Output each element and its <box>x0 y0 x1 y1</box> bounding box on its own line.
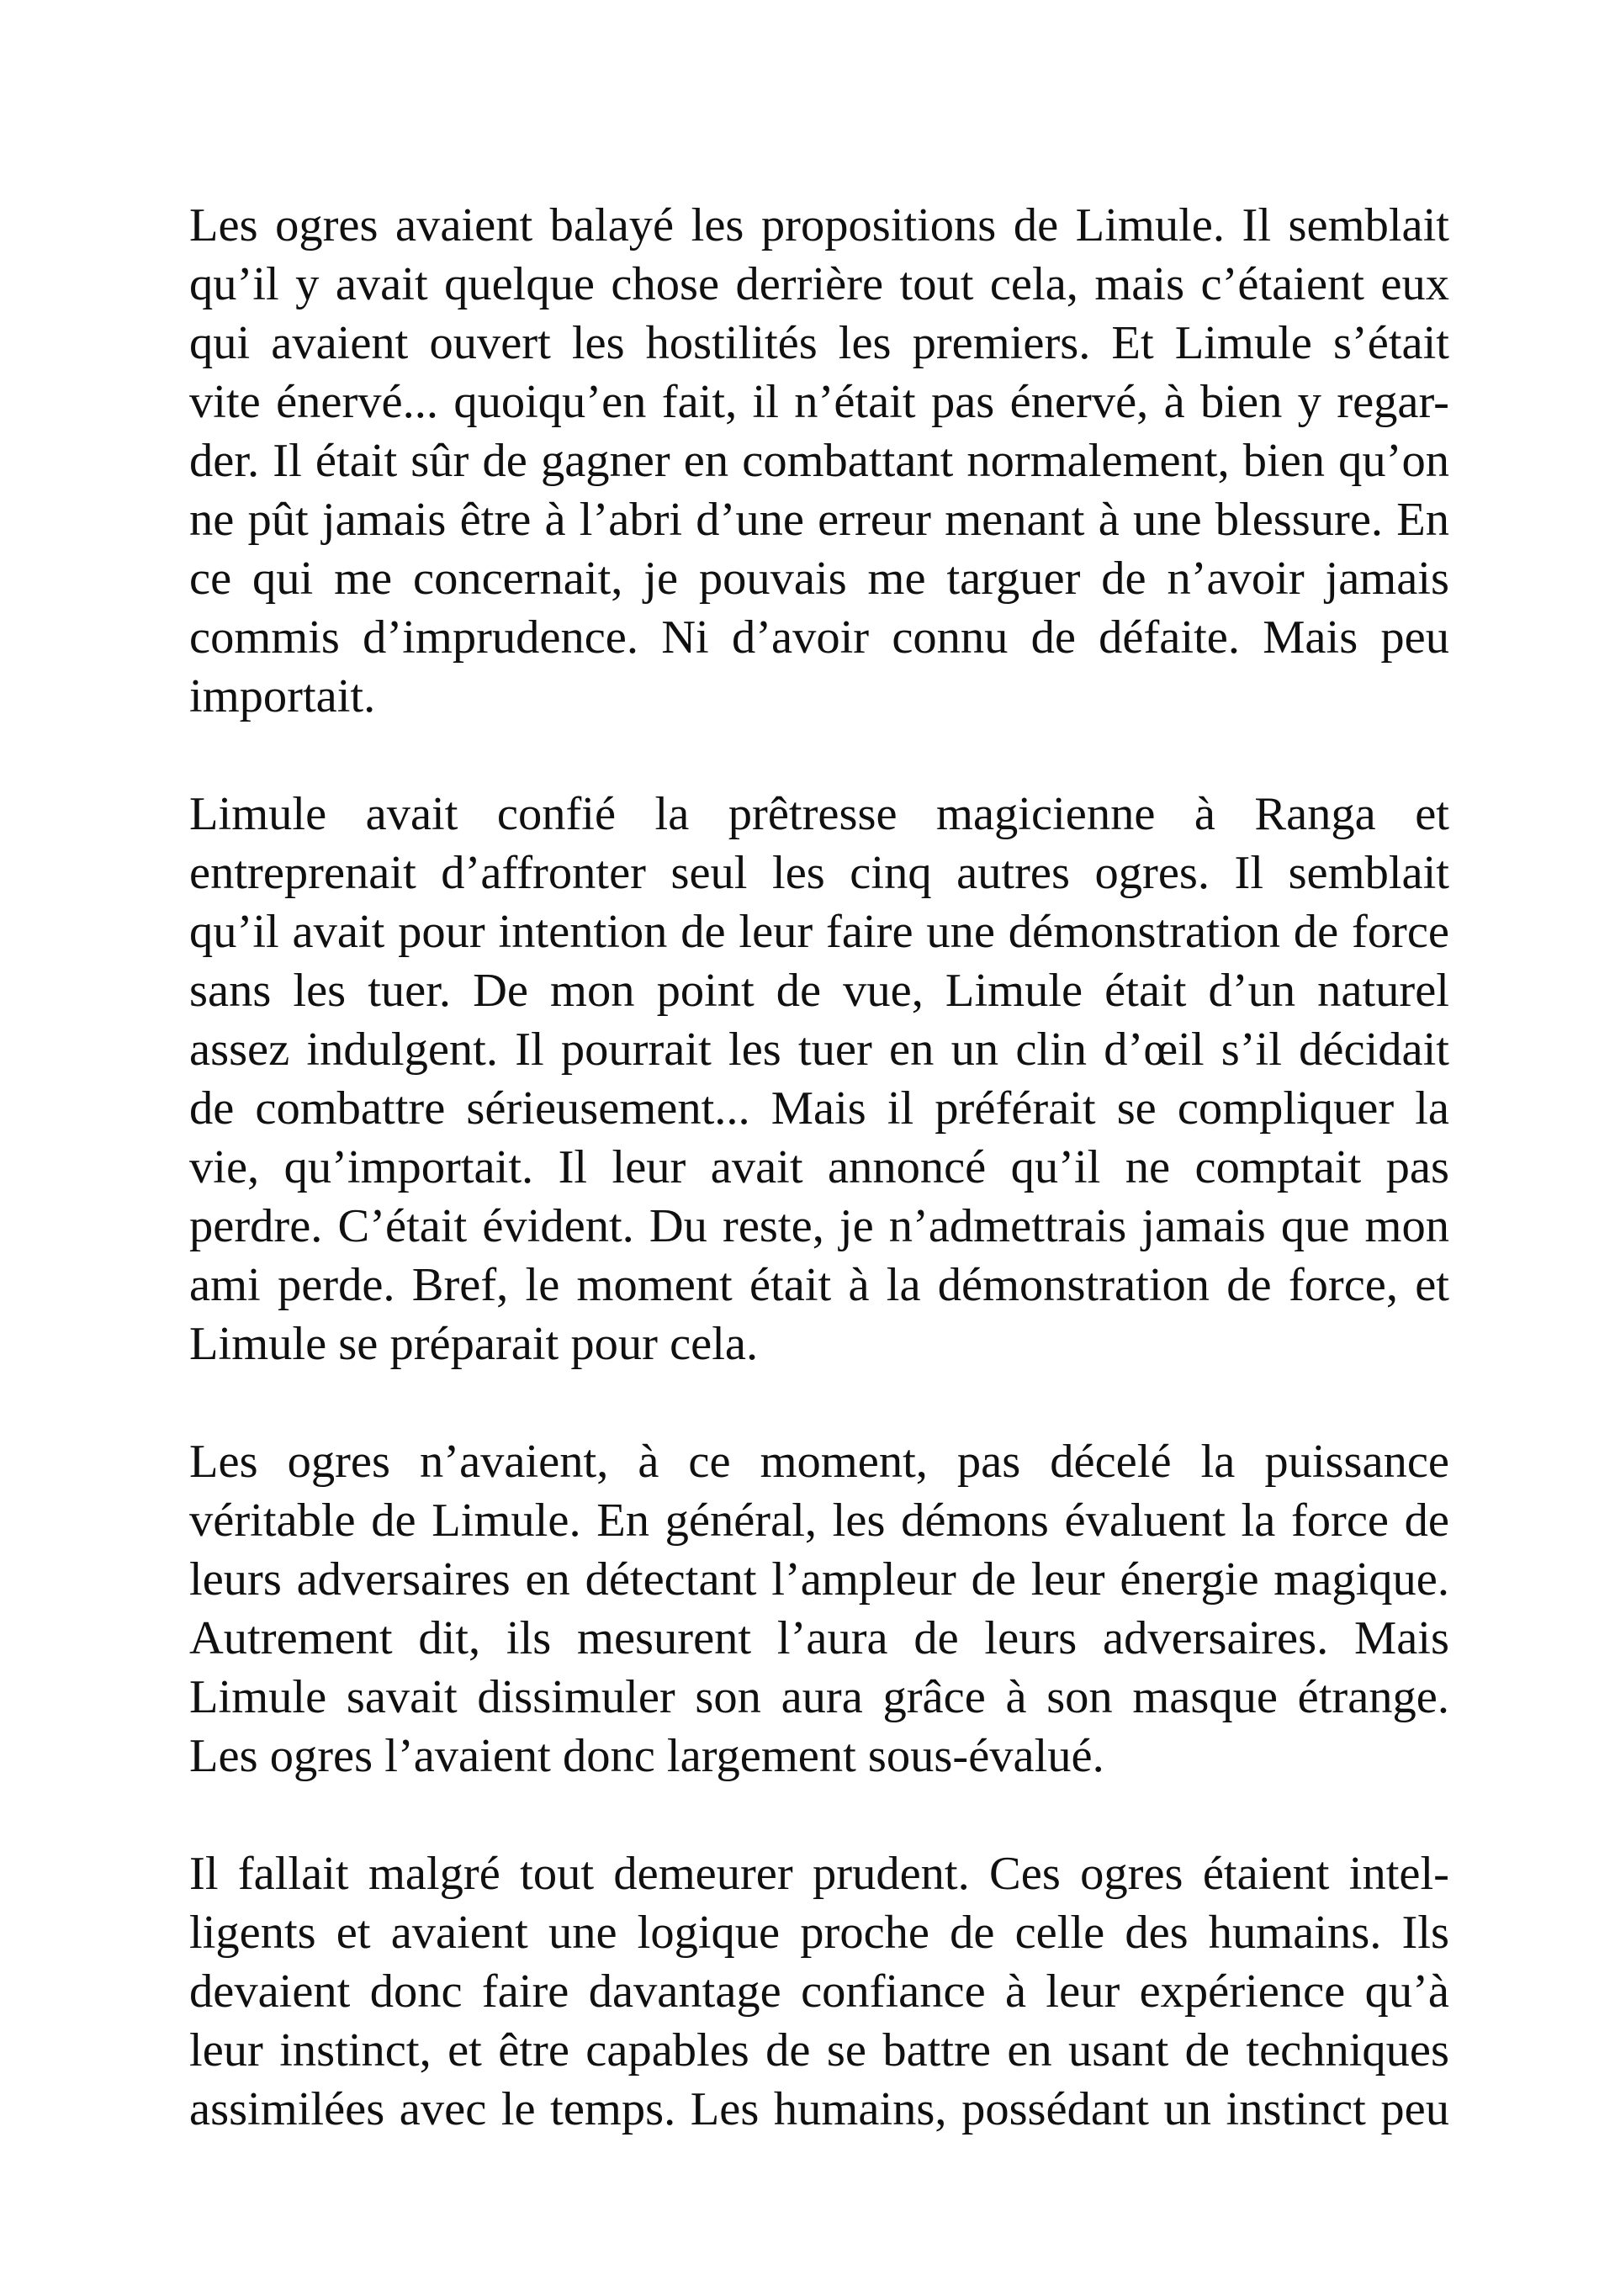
text-line: Autrement dit, ils mesurent l’aura de leurs adversaires. Mais <box>189 1612 1449 1664</box>
text-line: assez indulgent. Il pourrait les tuer en un clin d’œil s’il décidait <box>189 1024 1449 1076</box>
text-line: de combattre sérieusement... Mais il préférait se compliquer la <box>189 1082 1449 1135</box>
text-line: leur instinct, et être capables de se battre en usant de techniques <box>189 2024 1449 2076</box>
text-line: ne pût jamais être à l’abri d’une erreur menant à une blessure. En <box>189 494 1449 546</box>
text-line: qu’il y avait quelque chose derrière tout cela, mais c’étaient eux <box>189 258 1449 310</box>
text-line: importait. <box>189 670 376 722</box>
text-block <box>189 196 1449 2198</box>
text-line: ligents et avaient une logique proche de celle des humains. Ils <box>189 1907 1449 1959</box>
paragraph <box>189 1432 1449 1785</box>
text-line: véritable de Limule. En général, les démons évaluent la force de <box>189 1495 1449 1547</box>
text-line: Limule avait confié la prêtresse magicienne à Ranga et <box>189 788 1449 840</box>
paragraph <box>189 1844 1449 2139</box>
text-line: assimilées avec le temps. Les humains, possédant un instinct peu <box>189 2083 1449 2135</box>
text-line: der. Il était sûr de gagner en combattant normalement, bien qu’on <box>189 435 1449 487</box>
text-line: vie, qu’importait. Il leur avait annoncé qu’il ne comptait pas <box>189 1141 1449 1193</box>
text-line: Il fallait malgré tout demeurer prudent. Ces ogres étaient intel- <box>189 1848 1449 1900</box>
text-line: vite énervé... quoiqu’en fait, il n’était pas énervé, à bien y regar- <box>189 376 1449 428</box>
text-line: qui avaient ouvert les hostilités les premiers. Et Limule s’était <box>189 317 1449 369</box>
paragraph <box>189 785 1449 1373</box>
text-line: leurs adversaires en détectant l’ampleur de leur énergie magique. <box>189 1553 1449 1606</box>
text-line: ami perde. Bref, le moment était à la démonstration de force, et <box>189 1259 1449 1311</box>
text-line: Limule se préparait pour cela. <box>189 1318 759 1370</box>
text-line: Les ogres n’avaient, à ce moment, pas décelé la puissance <box>189 1436 1449 1488</box>
text-line: qu’il avait pour intention de leur faire une démonstration de force <box>189 906 1449 958</box>
text-line: Les ogres l’avaient donc largement sous-évalué. <box>189 1730 1104 1782</box>
paragraph <box>189 196 1449 726</box>
text-line: entreprenait d’affronter seul les cinq autres ogres. Il semblait <box>189 847 1449 899</box>
text-line: sans les tuer. De mon point de vue, Limule était d’un naturel <box>189 965 1449 1017</box>
text-line: ce qui me concernait, je pouvais me targuer de n’avoir jamais <box>189 553 1449 605</box>
text-line: Limule savait dissimuler son aura grâce à son masque étrange. <box>189 1671 1449 1723</box>
text-line: commis d’imprudence. Ni d’avoir connu de défaite. Mais peu <box>189 611 1449 664</box>
text-line: Les ogres avaient balayé les propositions de Limule. Il semblait <box>189 199 1449 251</box>
text-line: devaient donc faire davantage confiance à leur expérience qu’à <box>189 1965 1449 2018</box>
text-line: perdre. C’était évident. Du reste, je n’admettrais jamais que mon <box>189 1200 1449 1252</box>
